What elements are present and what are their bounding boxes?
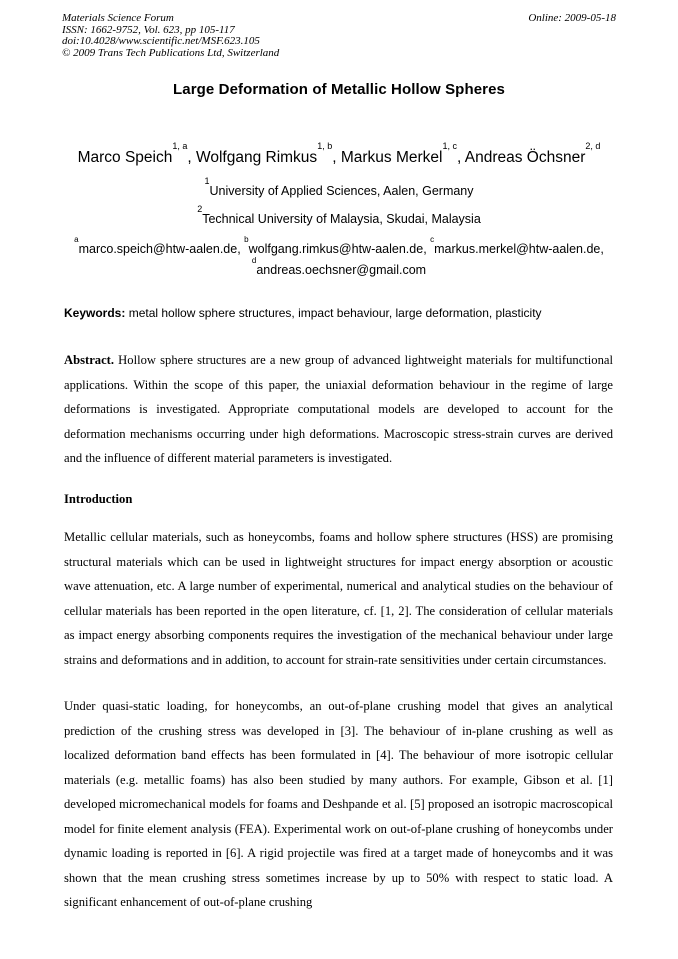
email-line-1: [0, 235, 678, 256]
abstract: [64, 348, 613, 471]
abstract-label: Abstract.: [64, 353, 115, 367]
email-line-2: [0, 256, 678, 277]
introduction-paragraph-1: Metallic cellular materials, such as honeycombs, foams and hollow sphere structures (HSS) are promising structural materials which can be used in lightweight structures for impact energy absorption or acoustic wave attenuation, etc. A large number of experimental, numerical and analytical studies on the behaviour of cellular materials has been reported in the open literature, cf. [1, 2]. The consideration of cellular materials as impact energy absorbing components requires the investigation of the mechanical behaviour under large strains and deformations and in addition, to account for strain-rate sensitivities under certain circumstances.: [64, 530, 613, 667]
issn-line: ISSN: 1662-9752, Vol. 623, pp 105-117: [62, 23, 235, 36]
affiliation-mark: 1: [204, 176, 210, 186]
affiliation-text: University of Applied Sciences, Aalen, Germany: [209, 184, 474, 198]
abstract-text: Hollow sphere structures are a new group of advanced lightweight materials for multifunctional applications. Within the scope of this paper, the uniaxial deformation behaviour in the regime of large deformations is investigated. Appropriate computational models are developed to account for the deformation mechanisms occurring under high deformations. Macroscopic stress-strain curves are derived and the influence of different material parameters is investigated.: [64, 353, 613, 465]
author-name: Wolfgang Rimkus: [196, 149, 318, 166]
email-speich: marco.speich@htw-aalen.de,: [78, 242, 245, 256]
author-separator: ,: [332, 149, 341, 166]
affiliation-text: Technical University of Malaysia, Skudai, Malaysia: [202, 212, 481, 226]
email-oechsner: andreas.oechsner@gmail.com: [256, 263, 427, 277]
journal-header: [62, 13, 616, 59]
author-name: Marco Speich: [77, 149, 173, 166]
email-mark: c: [430, 235, 435, 244]
author-name: Markus Merkel: [340, 149, 443, 166]
paper-title: Large Deformation of Metallic Hollow Spheres: [173, 81, 505, 98]
email-mark: b: [244, 235, 249, 244]
keywords-label: Keywords:: [64, 306, 126, 320]
author-separator: ,: [456, 149, 465, 166]
keywords-text: metal hollow sphere structures, impact behaviour, large deformation, plasticity: [125, 306, 542, 320]
affiliation-1: [0, 176, 678, 198]
section-heading-introduction: Introduction: [64, 492, 133, 506]
introduction-paragraph-2: Under quasi-static loading, for honeycombs, an out-of-plane crushing model that gives an analytical prediction of the crushing stress was developed in [3]. The behaviour of in-plane crushing as well as localized deformation band effects has been formulated in [4]. The behaviour of more isotropic cellular materials (e.g. metallic foams) has also been studied by many authors. For example, Gibson et al. [1] developed micromechanical models for foams and Deshpande et al. [5] proposed an isotropic macroscopical model for finite element analysis (FEA). Experimental work on out-of-plane crushing of honeycombs under dynamic loading is reported in [6]. A rigid projectile was fired at a target made of honeycombs and it was shown that the mean crushing stress sometimes increase by up to 50% with respect to static load. A significant enhancement of out-of-plane crushing: [64, 699, 613, 909]
email-mark: d: [251, 256, 257, 265]
journal-name: Materials Science Forum: [62, 12, 174, 24]
affiliation-2: [0, 204, 678, 226]
author-name: Andreas Öchsner: [464, 149, 586, 166]
email-mark: a: [74, 235, 79, 244]
online-date: Online: 2009-05-18: [528, 12, 616, 24]
author-list: [0, 141, 678, 167]
author-affiliation-mark: 1, c: [442, 141, 457, 151]
author-affiliation-mark: 1, b: [317, 141, 333, 151]
email-rimkus: wolfgang.rimkus@htw-aalen.de,: [248, 242, 431, 256]
author-affiliation-mark: 2, d: [585, 141, 601, 151]
author-separator: ,: [187, 149, 196, 166]
affiliation-mark: 2: [197, 204, 203, 214]
author-affiliation-mark: 1, a: [172, 141, 188, 151]
doi-line: doi:10.4028/www.scientific.net/MSF.623.105: [62, 35, 260, 47]
copyright-line: © 2009 Trans Tech Publications Ltd, Switzerland: [62, 46, 280, 59]
keywords: [64, 306, 542, 320]
email-merkel: markus.merkel@htw-aalen.de,: [434, 242, 604, 256]
